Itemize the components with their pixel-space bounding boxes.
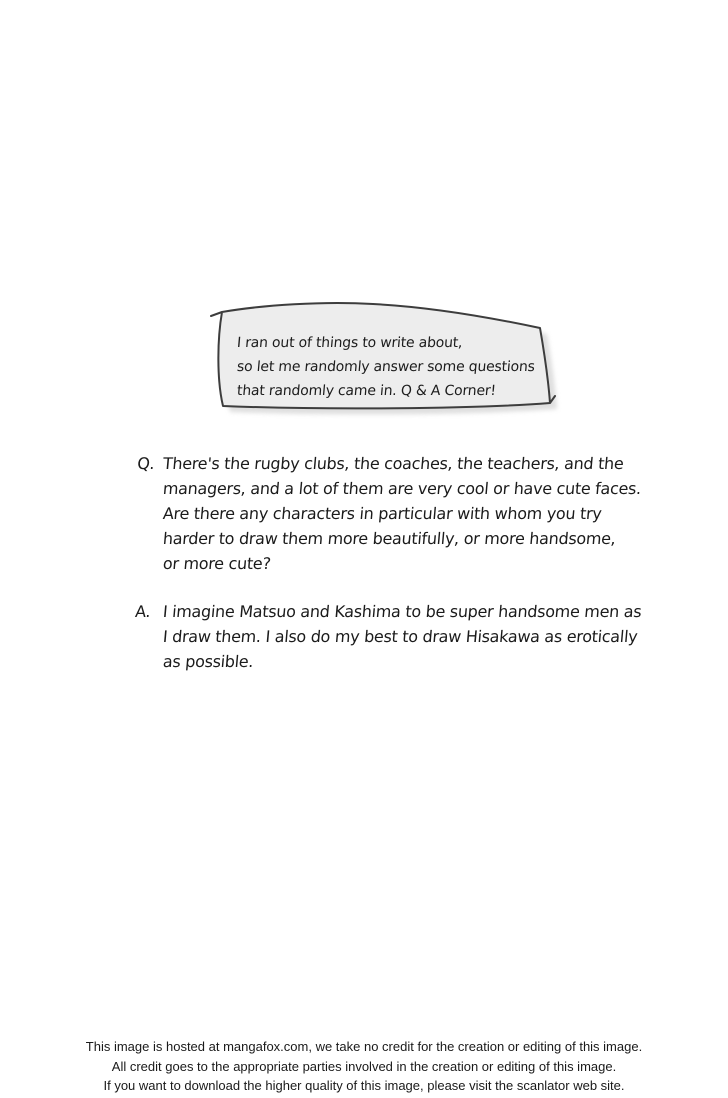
answer-line: as possible. — [162, 652, 255, 671]
question-line: harder to draw them more beautifully, or more handsome, — [162, 529, 617, 548]
question-line: or more cute? — [162, 554, 272, 573]
credit-line: If you want to download the higher quality of this image, please visit the scanlator web site. — [103, 1078, 625, 1093]
question-label: Q. — [136, 454, 156, 473]
intro-line: so let me randomly answer some questions — [236, 359, 536, 375]
intro-line: that randomly came in. Q & A Corner! — [236, 383, 497, 399]
credit-line: This image is hosted at mangafox.com, we take no credit for the creation or editing of this image. — [85, 1039, 643, 1054]
question-block — [133, 451, 641, 576]
question-line: managers, and a lot of them are very cool or have cute faces. — [162, 479, 642, 498]
answer-line: I imagine Matsuo and Kashima to be super handsome men as — [162, 602, 643, 621]
answer-line: I draw them. I also do my best to draw Hisakawa as erotically — [162, 627, 639, 646]
intro-box-text — [237, 331, 547, 403]
question-line: Are there any characters in particular with whom you try — [162, 504, 603, 523]
answer-text — [163, 599, 641, 674]
credit-line: All credit goes to the appropriate parties involved in the creation or editing of this image. — [111, 1058, 617, 1074]
question-text — [163, 451, 641, 576]
hosting-credits — [0, 1037, 728, 1096]
answer-label: A. — [134, 602, 152, 621]
answer-block — [133, 599, 641, 674]
intro-line: I ran out of things to write about, — [236, 335, 464, 351]
question-line: There's the rugby clubs, the coaches, the teachers, and the — [162, 454, 625, 473]
